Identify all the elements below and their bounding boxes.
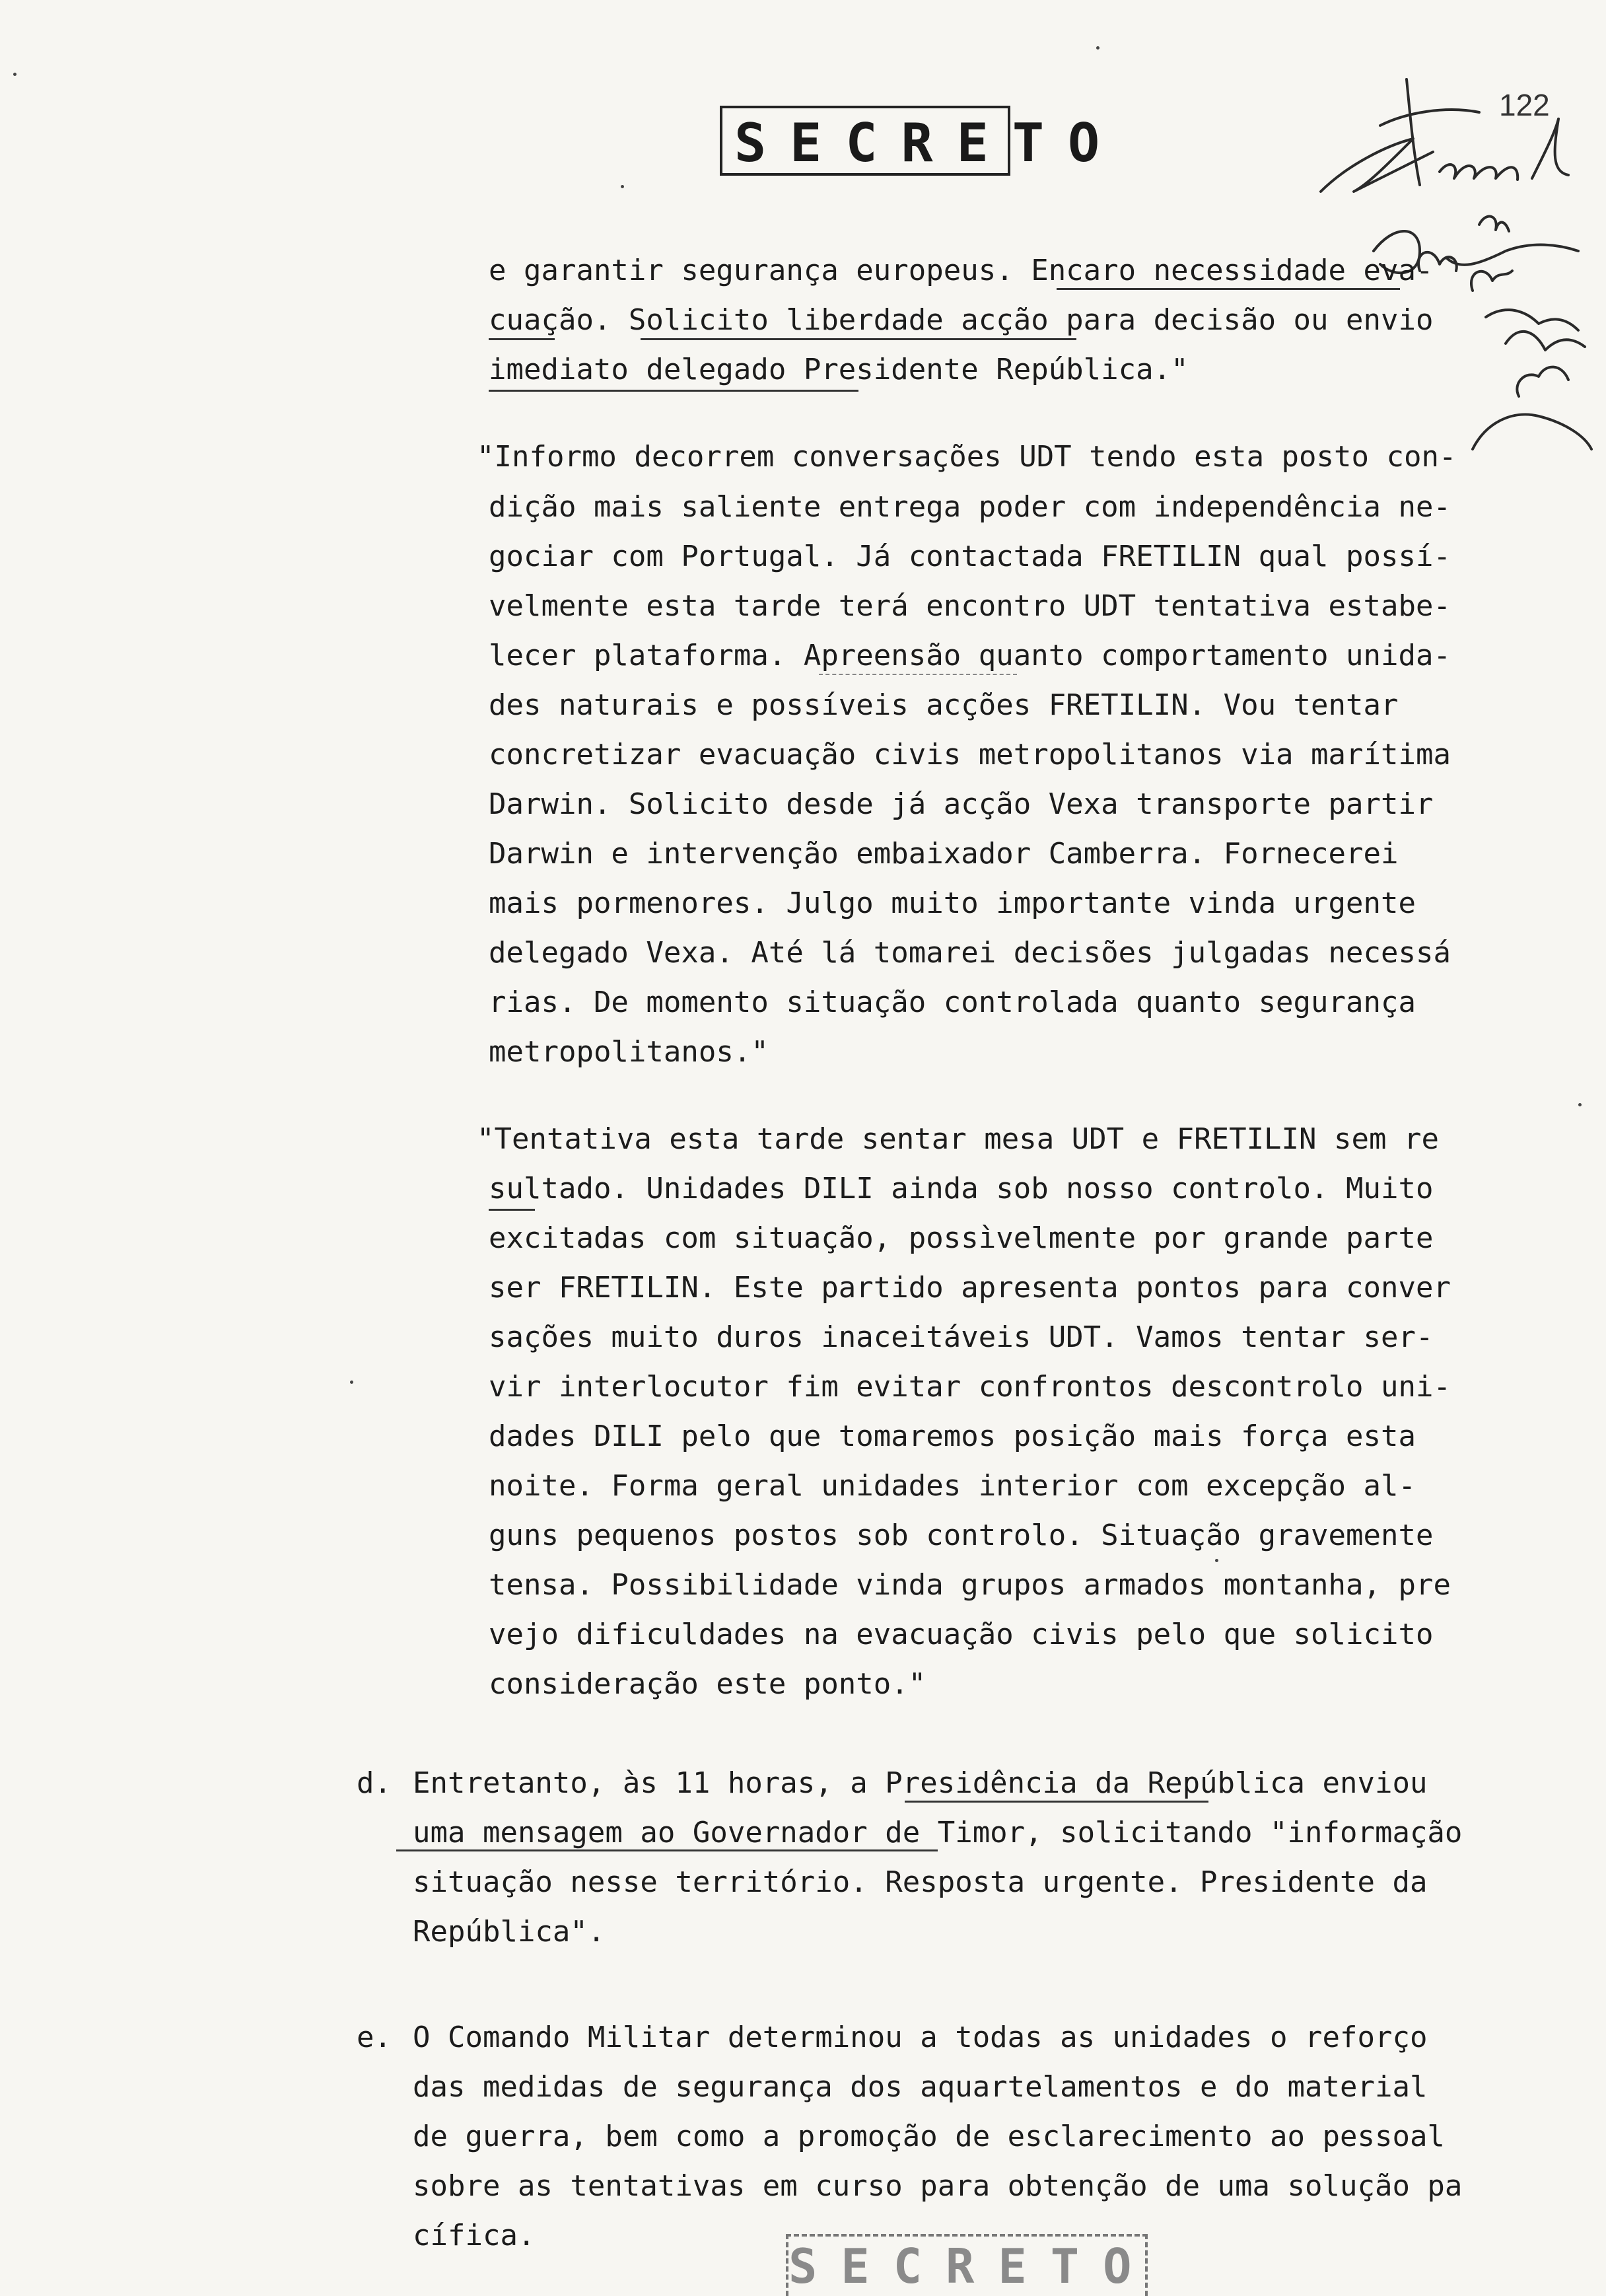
text-line: situação nesse território. Resposta urgente. Presidente da (413, 1865, 1428, 1899)
text-line: de guerra, bem como a promoção de esclarecimento ao pessoal (413, 2120, 1445, 2153)
text-line: des naturais e possíveis acções FRETILIN. Vou tentar (489, 688, 1399, 722)
text-line: República". (413, 1915, 606, 1949)
text-line: das medidas de segurança dos aquartelamentos e do material (413, 2070, 1428, 2104)
list-marker: d. (357, 1766, 392, 1800)
text-line: imediato delegado Presidente República." (489, 353, 1189, 386)
text-line: velmente esta tarde terá encontro UDT tentativa estabe- (489, 589, 1451, 623)
text-line: dades DILI pelo que tomaremos posição mais força esta (489, 1419, 1416, 1453)
text-line: vir interlocutor fim evitar confrontos descontrolo uni- (489, 1370, 1451, 1404)
text-line: rias. De momento situação controlada quanto segurança (489, 986, 1416, 1019)
text-line: tensa. Possibilidade vinda grupos armados montanha, pre (489, 1568, 1451, 1602)
text-line: metropolitanos." (489, 1035, 769, 1069)
scan-speck (1578, 1103, 1582, 1106)
text-line: guns pequenos postos sob controlo. Situação gravemente (489, 1519, 1434, 1552)
underline-mark (396, 1849, 938, 1851)
scan-speck (1096, 46, 1100, 50)
scan-speck (13, 73, 17, 76)
underline-mark (905, 1801, 1208, 1803)
scan-speck (621, 185, 624, 188)
text-line: Entretanto, às 11 horas, a Presidência da República enviou (413, 1766, 1428, 1800)
text-line: cífica. (413, 2219, 536, 2252)
underline-mark (819, 674, 1017, 675)
text-line: concretizar evacuação civis metropolitanos via marítima (489, 738, 1451, 771)
text-line: noite. Forma geral unidades interior com excepção al- (489, 1469, 1416, 1503)
list-marker: e. (357, 2021, 392, 2054)
page-number: 122 (1499, 88, 1550, 122)
underline-mark (1057, 288, 1400, 290)
scan-speck (350, 1381, 353, 1384)
text-line: sações muito duros inaceitáveis UDT. Vamos tentar ser- (489, 1320, 1434, 1354)
classification-stamp-bottom: SECRETO (786, 2234, 1148, 2296)
text-line: mais pormenores. Julgo muito importante vinda urgente (489, 886, 1416, 920)
text-line: "Tentativa esta tarde sentar mesa UDT e FRETILIN sem re (477, 1122, 1439, 1156)
scan-speck (1215, 1559, 1218, 1562)
text-line: "Informo decorrem conversações UDT tendo esta posto con- (477, 440, 1457, 474)
underline-mark (641, 338, 1076, 340)
text-line: sobre as tentativas em curso para obtenção de uma solução pa (413, 2169, 1463, 2203)
text-line: consideração este ponto." (489, 1667, 926, 1701)
text-line: uma mensagem ao Governador de Timor, solicitando "informação (413, 1816, 1463, 1849)
underline-mark (489, 338, 555, 340)
text-line: excitadas com situação, possìvelmente por grande parte (489, 1221, 1434, 1255)
text-line: vejo dificuldades na evacuação civis pelo que solicito (489, 1618, 1434, 1651)
text-line: sultado. Unidades DILI ainda sob nosso controlo. Muito (489, 1172, 1434, 1205)
underline-mark (489, 1209, 535, 1211)
text-line: lecer plataforma. Apreensão quanto comportamento unida- (489, 639, 1451, 672)
classification-stamp-top: SECRETO (720, 106, 1010, 176)
underline-mark (489, 390, 858, 392)
text-line: dição mais saliente entrega poder com independência ne- (489, 490, 1451, 524)
text-line: Darwin. Solicito desde já acção Vexa transporte partir (489, 787, 1434, 821)
text-line: ser FRETILIN. Este partido apresenta pontos para conver (489, 1271, 1451, 1305)
text-line: e garantir segurança europeus. Encaro necessidade eva- (489, 254, 1434, 287)
text-line: cuação. Solicito liberdade acção para decisão ou envio (489, 303, 1434, 337)
text-line: gociar com Portugal. Já contactada FRETILIN qual possí- (489, 540, 1451, 573)
text-line: O Comando Militar determinou a todas as unidades o reforço (413, 2021, 1428, 2054)
text-line: delegado Vexa. Até lá tomarei decisões julgadas necessá (489, 936, 1451, 970)
text-line: Darwin e intervenção embaixador Camberra. Fornecerei (489, 837, 1399, 871)
